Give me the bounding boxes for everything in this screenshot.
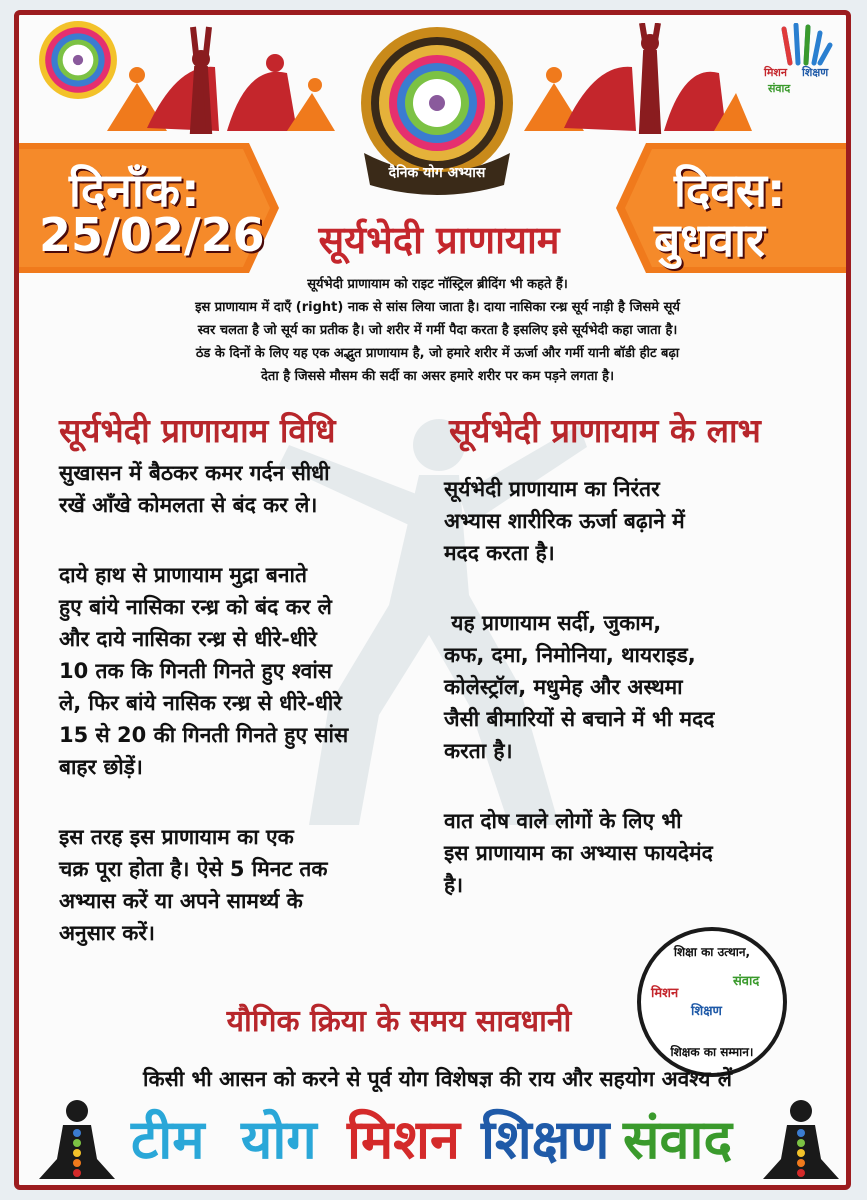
method-title: सूर्यभेदी प्राणायाम विधि bbox=[59, 411, 336, 450]
intro-text bbox=[59, 273, 816, 388]
meditation-left-icon bbox=[37, 1097, 117, 1189]
yoga-poses-left-icon bbox=[97, 23, 337, 135]
logo-word-2: शिक्षण bbox=[802, 66, 829, 79]
day-label: दिवस: bbox=[674, 163, 786, 217]
mission-seal bbox=[637, 927, 787, 1077]
page-title: सूर्यभेदी प्राणायाम bbox=[318, 218, 560, 262]
benefits-paragraph: सूर्यभेदी प्राणायाम का निरंतर अभ्यास शारीरिक ऊर्जा बढ़ाने में मदद करता है। bbox=[444, 477, 685, 565]
intro-line: स्वर चलता है जो सूर्य का प्रतीक है। जो शरीर में गर्मी पैदा करता है इसलिए इसे सूर्यभेदी कहा जाता है। bbox=[197, 323, 678, 338]
method-paragraph: दाये हाथ से प्राणायाम मुद्रा बनाते हुए बांये नासिका रन्ध्र को बंद कर ले और दाये नासिका रन्ध्र से धीरे-धीरे 10 तक कि गिनती गिनते हुए श्वांस ले, फिर बांये नासिक रन्ध्र से धीरे-धीरे 15 से 20 की गिनती गिनते हुए सांस बाहर छोड़ें। bbox=[59, 563, 349, 779]
seal-word-3: संवाद bbox=[733, 974, 760, 989]
team-word-5: संवाद bbox=[623, 1108, 733, 1171]
intro-line: सूर्यभेदी प्राणायाम को राइट नॉस्ट्रिल ब्रीदिंग भी कहते हैं। bbox=[307, 277, 568, 292]
benefits-title: सूर्यभेदी प्राणायाम के लाभ bbox=[449, 411, 761, 450]
intro-line: इस प्राणायाम में दाएँ (right) नाक से सांस लिया जाता है। दाया नासिका रन्ध्र सूर्य नाड़ी है जिसमे सूर्य bbox=[195, 300, 680, 315]
logo-word-3: संवाद bbox=[768, 82, 791, 95]
meditation-right-icon bbox=[761, 1097, 841, 1189]
mission-logo bbox=[764, 23, 842, 103]
benefits-paragraph: यह प्राणायाम सर्दी, जुकाम, कफ, दमा, निमोनिया, थायराइड, कोलेस्ट्रॉल, मधुमेह और अस्थमा जैसी बीमारियों से बचाने में भी मदद करता है। bbox=[444, 611, 715, 763]
badge-label: दैनिक योग अभ्यास bbox=[388, 165, 486, 181]
precaution-text: किसी भी आसन को करने से पूर्व योग विशेषज्ञ की राय और सहयोग अवश्य लें bbox=[143, 1067, 732, 1091]
hand-logo-icon bbox=[770, 23, 836, 67]
method-paragraph: सुखासन में बैठकर कमर गर्दन सीधी रखें आँखे कोमलता से बंद कर ले। bbox=[59, 461, 330, 517]
seal-word-1: मिशन bbox=[651, 986, 679, 1001]
date-label: दिनाँक: bbox=[69, 163, 201, 217]
poster-frame bbox=[14, 10, 851, 1190]
seal-top-text: शिक्षा का उत्थान, bbox=[673, 945, 751, 959]
seal-word-2: शिक्षण bbox=[691, 1004, 722, 1019]
team-word-3: मिशन bbox=[347, 1108, 460, 1171]
intro-line: देता है जिससे मौसम की सर्दी का असर हमारे शरीर पर कम पड़ने लगता है। bbox=[261, 369, 614, 384]
team-word-1: टीम bbox=[131, 1108, 205, 1171]
benefits-text bbox=[444, 473, 844, 901]
benefits-paragraph: वात दोष वाले लोगों के लिए भी इस प्राणायाम का अभ्यास फायदेमंद है। bbox=[444, 809, 713, 897]
method-text bbox=[59, 457, 449, 949]
yoga-poses-right-icon bbox=[514, 23, 754, 135]
method-paragraph: इस तरह इस प्राणायाम का एक चक्र पूरा होता है। ऐसे 5 मिनट तक अभ्यास करें या अपने सामर्थ्य के अनुसार करें। bbox=[59, 825, 328, 945]
seal-bottom-text: शिक्षक का सम्मान। bbox=[670, 1045, 754, 1059]
day-value: बुधवार bbox=[654, 213, 765, 267]
intro-line: ठंड के दिनों के लिए यह एक अद्भुत प्राणायाम है, जो हमारे शरीर में ऊर्जा और गर्मी यानी बॉडी हीट बढ़ा bbox=[195, 346, 680, 361]
logo-word-1: मिशन bbox=[764, 66, 788, 79]
precaution-title: यौगिक क्रिया के समय सावधानी bbox=[226, 1004, 572, 1039]
team-word-4: शिक्षण bbox=[481, 1108, 610, 1171]
team-word-2: योग bbox=[241, 1108, 317, 1171]
date-value: 25/02/26 bbox=[39, 208, 265, 262]
